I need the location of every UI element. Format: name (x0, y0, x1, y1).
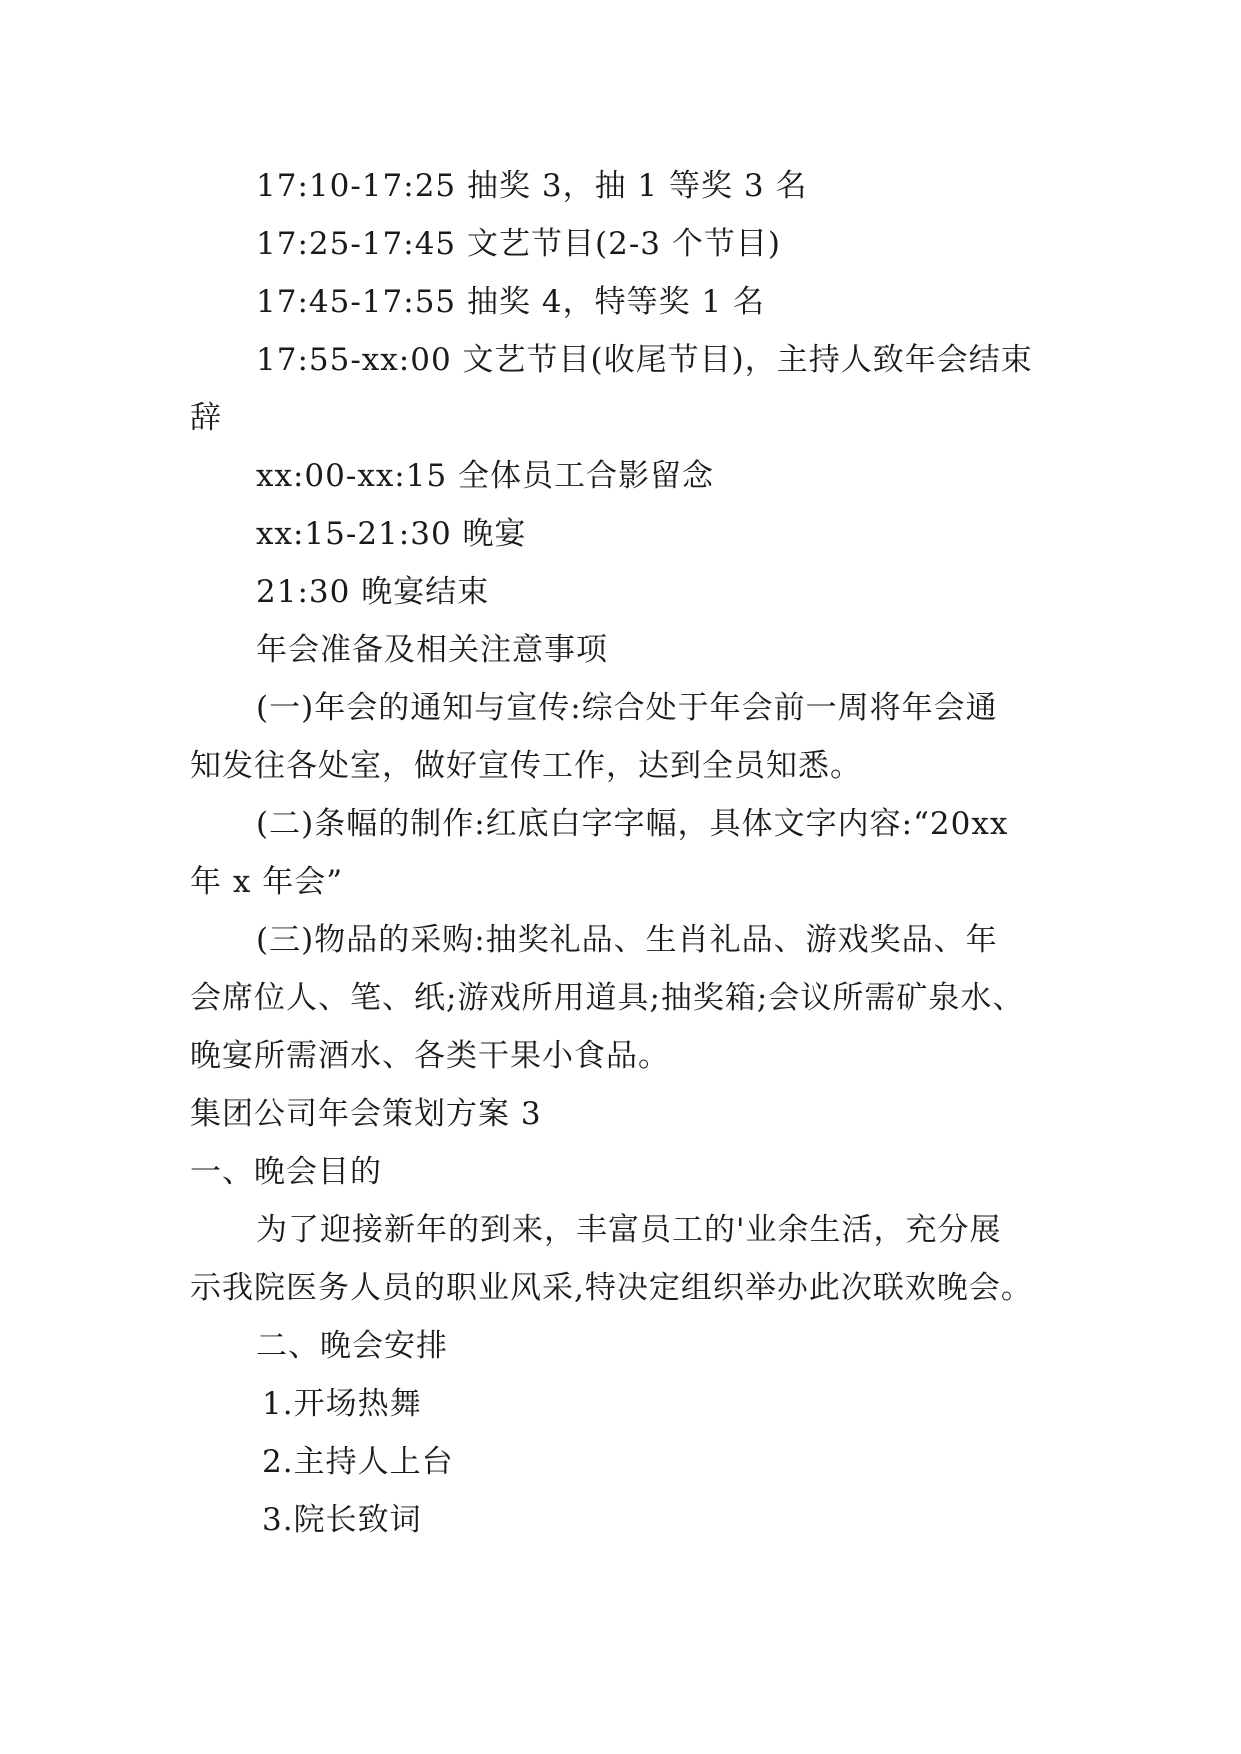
paragraph-banner-line-1: (二)条幅的制作:红底白字字幅，具体文字内容:“20xx (256, 806, 1009, 842)
schedule-line-banquet: xx:15-21:30 晚宴 (256, 516, 527, 552)
paragraph-banner-line-2: 年 x 年会” (190, 864, 344, 900)
schedule-line-closing-continued: 辞 (190, 400, 222, 436)
section-heading-preparation: 年会准备及相关注意事项 (256, 632, 608, 668)
schedule-line-banquet-end: 21:30 晚宴结束 (256, 574, 490, 610)
paragraph-purchase-line-2: 会席位人、笔、纸;游戏所用道具;抽奖箱;会议所需矿泉水、 (190, 980, 1025, 1016)
paragraph-notice-line-2: 知发往各处室，做好宣传工作，达到全员知悉。 (190, 748, 862, 784)
document-heading-plan-3: 集团公司年会策划方案 3 (190, 1096, 542, 1132)
schedule-line-lottery-4: 17:45-17:55 抽奖 4，特等奖 1 名 (256, 284, 766, 320)
paragraph-purpose-line-2: 示我院医务人员的职业风采,特决定组织举办此次联欢晚会。 (190, 1270, 1033, 1306)
paragraph-purpose-line-1: 为了迎接新年的到来，丰富员工的'业余生活，充分展 (256, 1212, 1002, 1248)
paragraph-notice-line-1: (一)年会的通知与宣传:综合处于年会前一周将年会通 (256, 690, 998, 726)
schedule-line-lottery-3: 17:10-17:25 抽奖 3，抽 1 等奖 3 名 (256, 168, 808, 204)
schedule-line-performance-1: 17:25-17:45 文艺节目(2-3 个节目) (256, 226, 781, 262)
list-item-host-on-stage: 2.主持人上台 (262, 1444, 454, 1480)
paragraph-purchase-line-3: 晚宴所需酒水、各类干果小食品。 (190, 1038, 670, 1074)
list-item-director-speech: 3.院长致词 (262, 1502, 422, 1538)
section-heading-purpose: 一、晚会目的 (190, 1154, 382, 1190)
list-item-opening-dance: 1.开场热舞 (262, 1386, 422, 1422)
schedule-line-closing-performance: 17:55-xx:00 文艺节目(收尾节目)，主持人致年会结束 (256, 342, 1033, 378)
section-heading-arrangement: 二、晚会安排 (256, 1328, 448, 1364)
schedule-line-group-photo: xx:00-xx:15 全体员工合影留念 (256, 458, 715, 494)
paragraph-purchase-line-1: (三)物品的采购:抽奖礼品、生肖礼品、游戏奖品、年 (256, 922, 998, 958)
